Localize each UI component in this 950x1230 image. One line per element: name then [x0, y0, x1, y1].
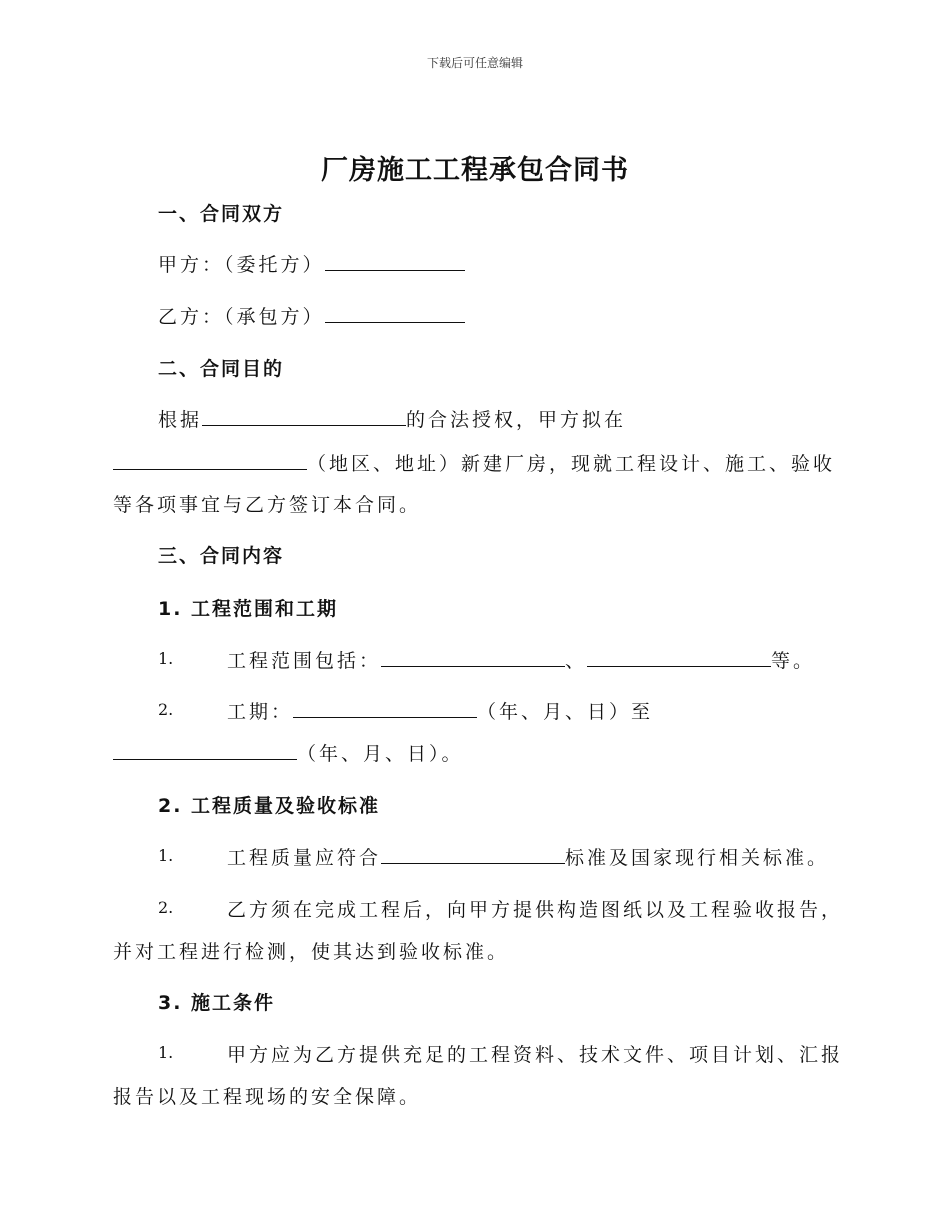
purpose-line-2 [113, 449, 835, 476]
header-note: 下载后可任意编辑 [426, 56, 523, 70]
item-number: 2. [158, 898, 174, 917]
quality-line [227, 843, 829, 870]
item-number: 1. [158, 649, 174, 668]
party-b-label: 乙方：（承包方） [158, 306, 325, 328]
period-line-1 [227, 697, 653, 724]
acceptance-line-1: 乙方须在完成工程后，向甲方提供构造图纸以及工程验收报告， [227, 899, 844, 921]
party-a-blank[interactable] [325, 252, 465, 271]
conditions-line-1: 甲方应为乙方提供充足的工程资料、技术文件、项目计划、汇报 [227, 1044, 844, 1066]
purpose-text-c: （地区、地址）新建厂房，现就工程设计、施工、验收 [307, 453, 836, 475]
period-line-2 [113, 739, 464, 766]
subsection-1-heading: 1. 工程范围和工期 [158, 598, 339, 620]
scope-separator: 、 [565, 650, 588, 672]
end-date-blank[interactable] [113, 741, 297, 760]
purpose-line-1 [158, 405, 626, 432]
start-date-blank[interactable] [293, 699, 477, 718]
item-number: 1. [158, 1043, 174, 1062]
document-title: 厂房施工工程承包合同书 [321, 155, 629, 186]
quality-label: 工程质量应符合 [227, 847, 382, 869]
section-3-heading: 三、合同内容 [158, 545, 285, 567]
party-a-label: 甲方：（委托方） [158, 254, 325, 276]
scope-label: 工程范围包括： [227, 650, 382, 672]
purpose-text-b: 的合法授权，甲方拟在 [406, 409, 627, 431]
conditions-line-2: 报告以及工程现场的安全保障。 [113, 1086, 422, 1108]
section-2-heading: 二、合同目的 [158, 358, 285, 380]
scope-line [227, 646, 815, 673]
quality-text-b: 标准及国家现行相关标准。 [565, 847, 830, 869]
party-b-line [158, 302, 465, 329]
scope-blank-1[interactable] [381, 648, 565, 667]
item-number: 2. [158, 700, 174, 719]
party-b-blank[interactable] [325, 304, 465, 323]
period-text-b: （年、月、日）至 [477, 701, 654, 723]
purpose-line-3: 等各项事宜与乙方签订本合同。 [113, 494, 422, 516]
purpose-text-a: 根据 [158, 409, 203, 431]
authorization-blank[interactable] [202, 407, 406, 426]
scope-blank-2[interactable] [587, 648, 771, 667]
location-blank[interactable] [113, 451, 307, 470]
subsection-2-heading: 2. 工程质量及验收标准 [158, 795, 381, 817]
section-1-heading: 一、合同双方 [158, 203, 285, 225]
period-label: 工期： [227, 701, 294, 723]
period-text-c: （年、月、日）。 [297, 743, 464, 765]
item-number: 1. [158, 846, 174, 865]
standard-blank[interactable] [381, 845, 565, 864]
party-a-line [158, 250, 465, 277]
subsection-3-heading: 3. 施工条件 [158, 992, 276, 1014]
scope-end: 等。 [771, 650, 816, 672]
acceptance-line-2: 并对工程进行检测，使其达到验收标准。 [113, 941, 510, 963]
